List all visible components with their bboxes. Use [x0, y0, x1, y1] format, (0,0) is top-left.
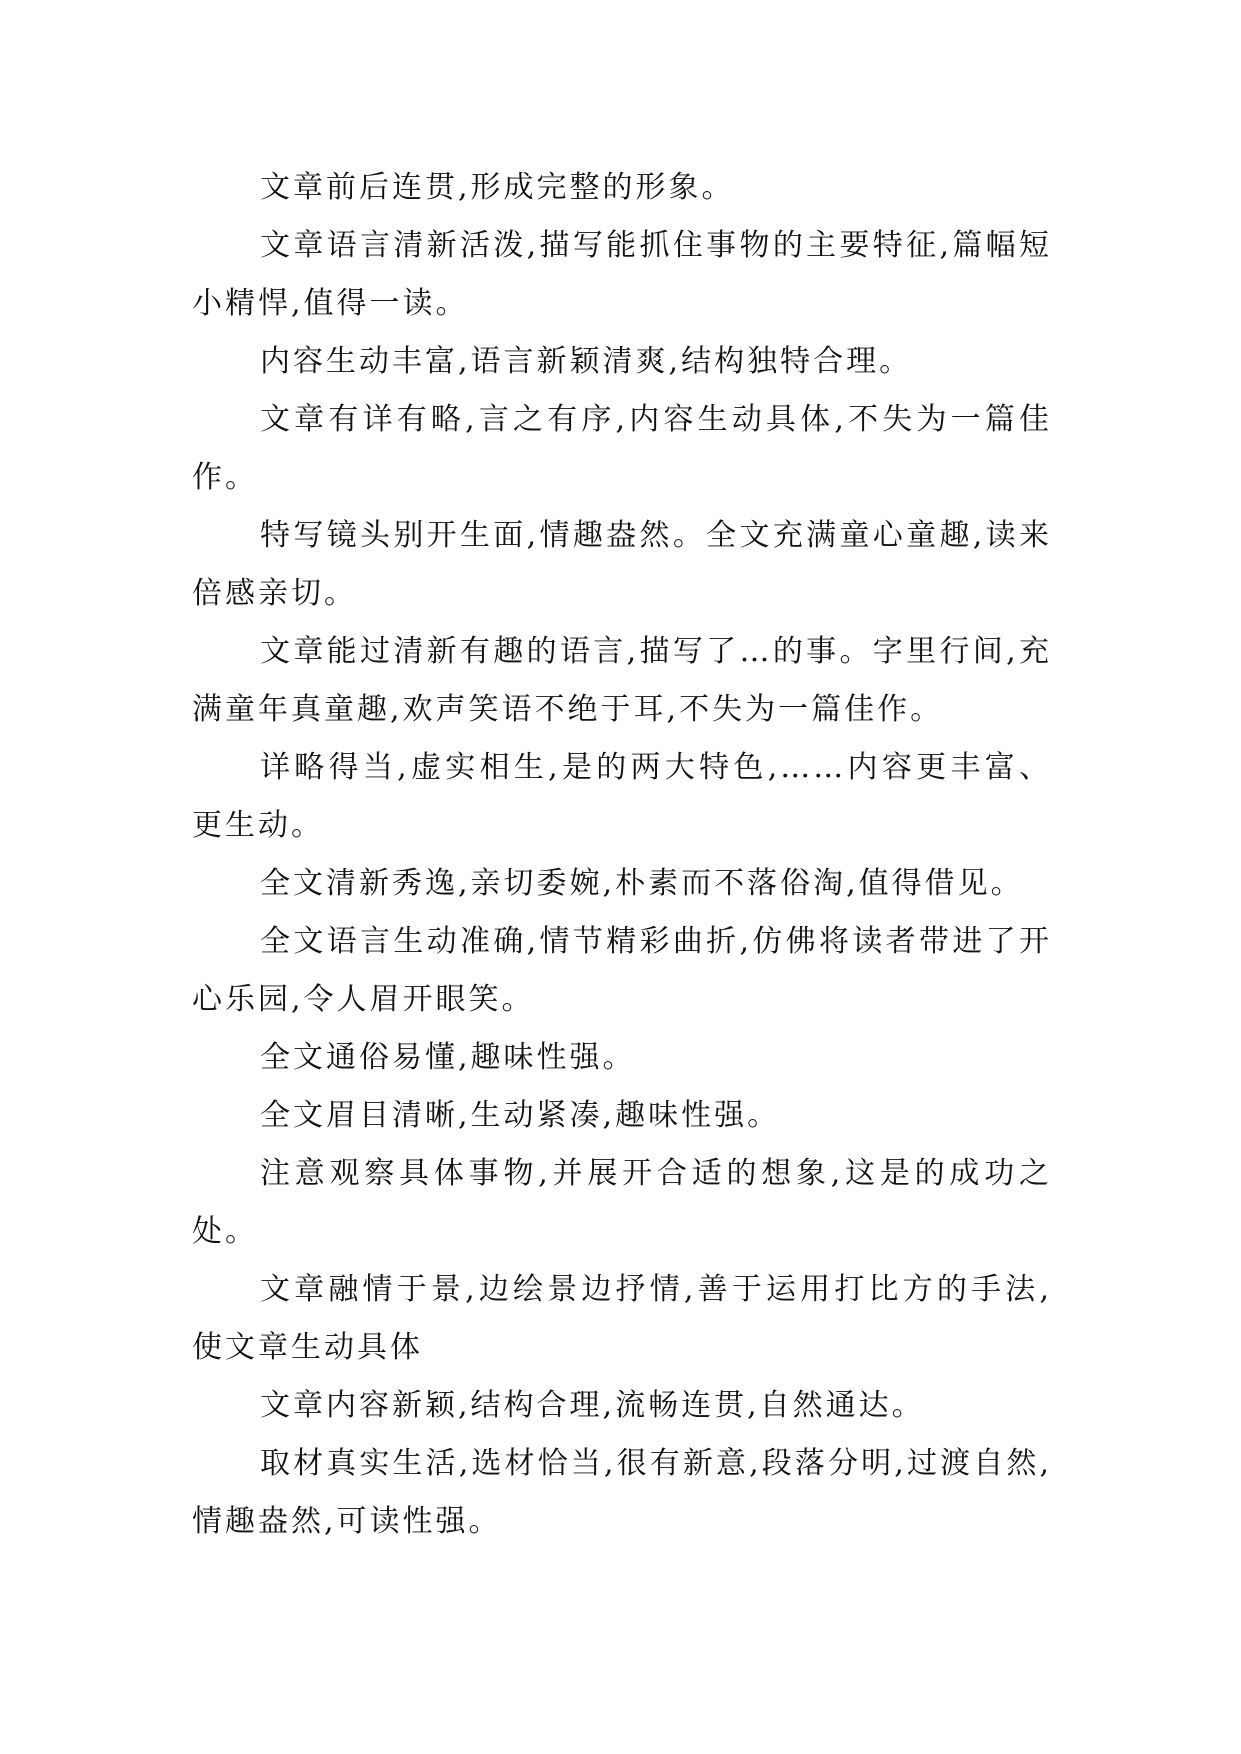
paragraph-4: 文章有详有略,言之有序,内容生动具体,不失为一篇佳作。 [192, 402, 1052, 495]
paragraph-3: 内容生动丰富,语言新颖清爽,结构独特合理。 [260, 344, 913, 379]
paragraph-12: 注意观察具体事物,并展开合适的想象,这是的成功之处。 [192, 1156, 1052, 1249]
paragraph-8: 全文清新秀逸,亲切委婉,朴素而不落俗淘,值得借见。 [260, 866, 1024, 901]
paragraph-15: 取材真实生活,选材恰当,很有新意,段落分明,过渡自然,情趣盎然,可读性强。 [192, 1446, 1052, 1539]
paragraph-9: 全文语言生动准确,情节精彩曲折,仿佛将读者带进了开心乐园,令人眉开眼笑。 [192, 924, 1052, 1017]
paragraph-13: 文章融情于景,边绘景边抒情,善于运用打比方的手法,使文章生动具体 [192, 1272, 1052, 1365]
paragraph-2: 文章语言清新活泼,描写能抓住事物的主要特征,篇幅短小精悍,值得一读。 [192, 228, 1052, 321]
paragraph-14: 文章内容新颖,结构合理,流畅连贯,自然通达。 [260, 1388, 925, 1423]
paragraph-7: 详略得当,虚实相生,是的两大特色,……内容更丰富、更生动。 [192, 750, 1052, 843]
paragraph-5: 特写镜头别开生面,情趣盎然。全文充满童心童趣,读来倍感亲切。 [192, 518, 1052, 611]
paragraph-10: 全文通俗易懂,趣味性强。 [260, 1040, 636, 1075]
document-body [192, 159, 1052, 1551]
paragraph-1: 文章前后连贯,形成完整的形象。 [260, 170, 735, 205]
paragraph-6: 文章能过清新有趣的语言,描写了…的事。字里行间,充满童年真童趣,欢声笑语不绝于耳,不失为一篇佳作。 [192, 634, 1052, 727]
paragraph-11: 全文眉目清晰,生动紧凑,趣味性强。 [260, 1098, 781, 1133]
